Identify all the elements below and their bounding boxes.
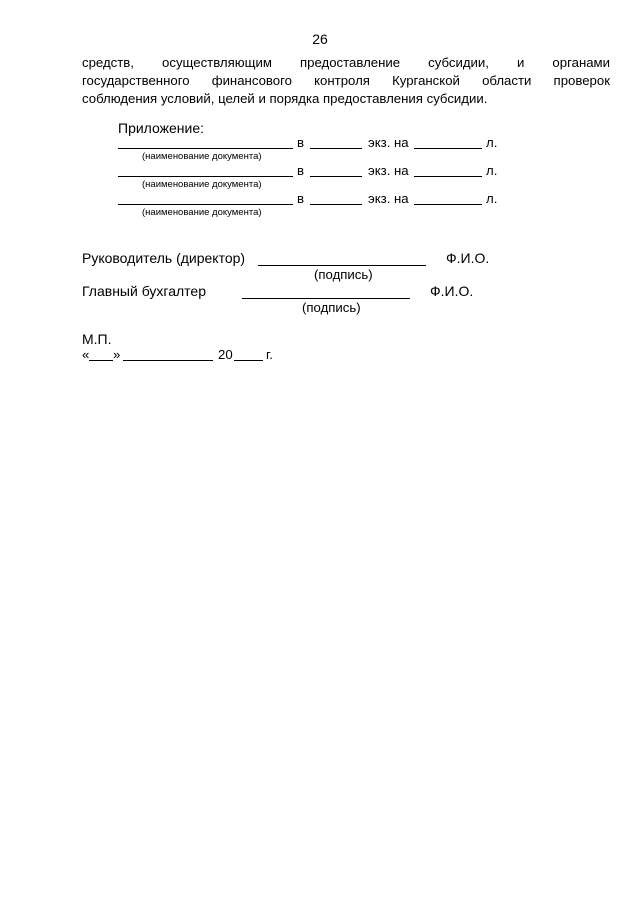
document-name-line [118,176,293,177]
accountant-signature-caption: (подпись) [302,300,361,315]
date-open-quote: « [82,347,90,362]
director-signature-line [258,265,426,266]
sheets-line [414,204,482,205]
document-name-line [118,148,293,149]
date-close-quote: » [113,347,121,362]
paragraph-line: соблюдения условий, целей и порядка предоставления субсидии. [82,91,488,106]
copies-line [310,204,362,205]
document-name-line [118,204,293,205]
copies-label: экз. на [368,163,409,178]
sheets-line [414,176,482,177]
page-number: 26 [312,31,328,47]
document-caption: (наименование документа) [142,207,262,218]
accountant-fio: Ф.И.О. [430,283,474,299]
attachment-title: Приложение: [118,120,205,136]
director-fio: Ф.И.О. [446,250,490,266]
year-suffix: г. [266,347,273,362]
director-signature-caption: (подпись) [314,267,373,282]
month-line [123,360,213,361]
accountant-label: Главный бухгалтер [82,283,206,299]
day-line [89,360,113,361]
copies-label: экз. на [368,191,409,206]
document-caption: (наименование документа) [142,179,262,190]
copies-line [310,148,362,149]
year-line [234,360,263,361]
document-caption: (наименование документа) [142,151,262,162]
paragraph-line: средств, осуществляющим предоставление субсидии, и органами [82,55,610,70]
director-label: Руководитель (директор) [82,250,246,266]
in-word: в [297,163,305,178]
paragraph-line: государственного финансового контроля Курганской области проверок [82,73,610,88]
sheets-label: л. [486,163,498,178]
seal-label: М.П. [82,331,112,347]
sheets-label: л. [486,191,498,206]
in-word: в [297,135,305,150]
copies-line [310,176,362,177]
in-word: в [297,191,305,206]
year-prefix: 20 [218,347,233,362]
body-paragraph [82,54,610,108]
sheets-label: л. [486,135,498,150]
sheets-line [414,148,482,149]
copies-label: экз. на [368,135,409,150]
accountant-signature-line [242,298,410,299]
